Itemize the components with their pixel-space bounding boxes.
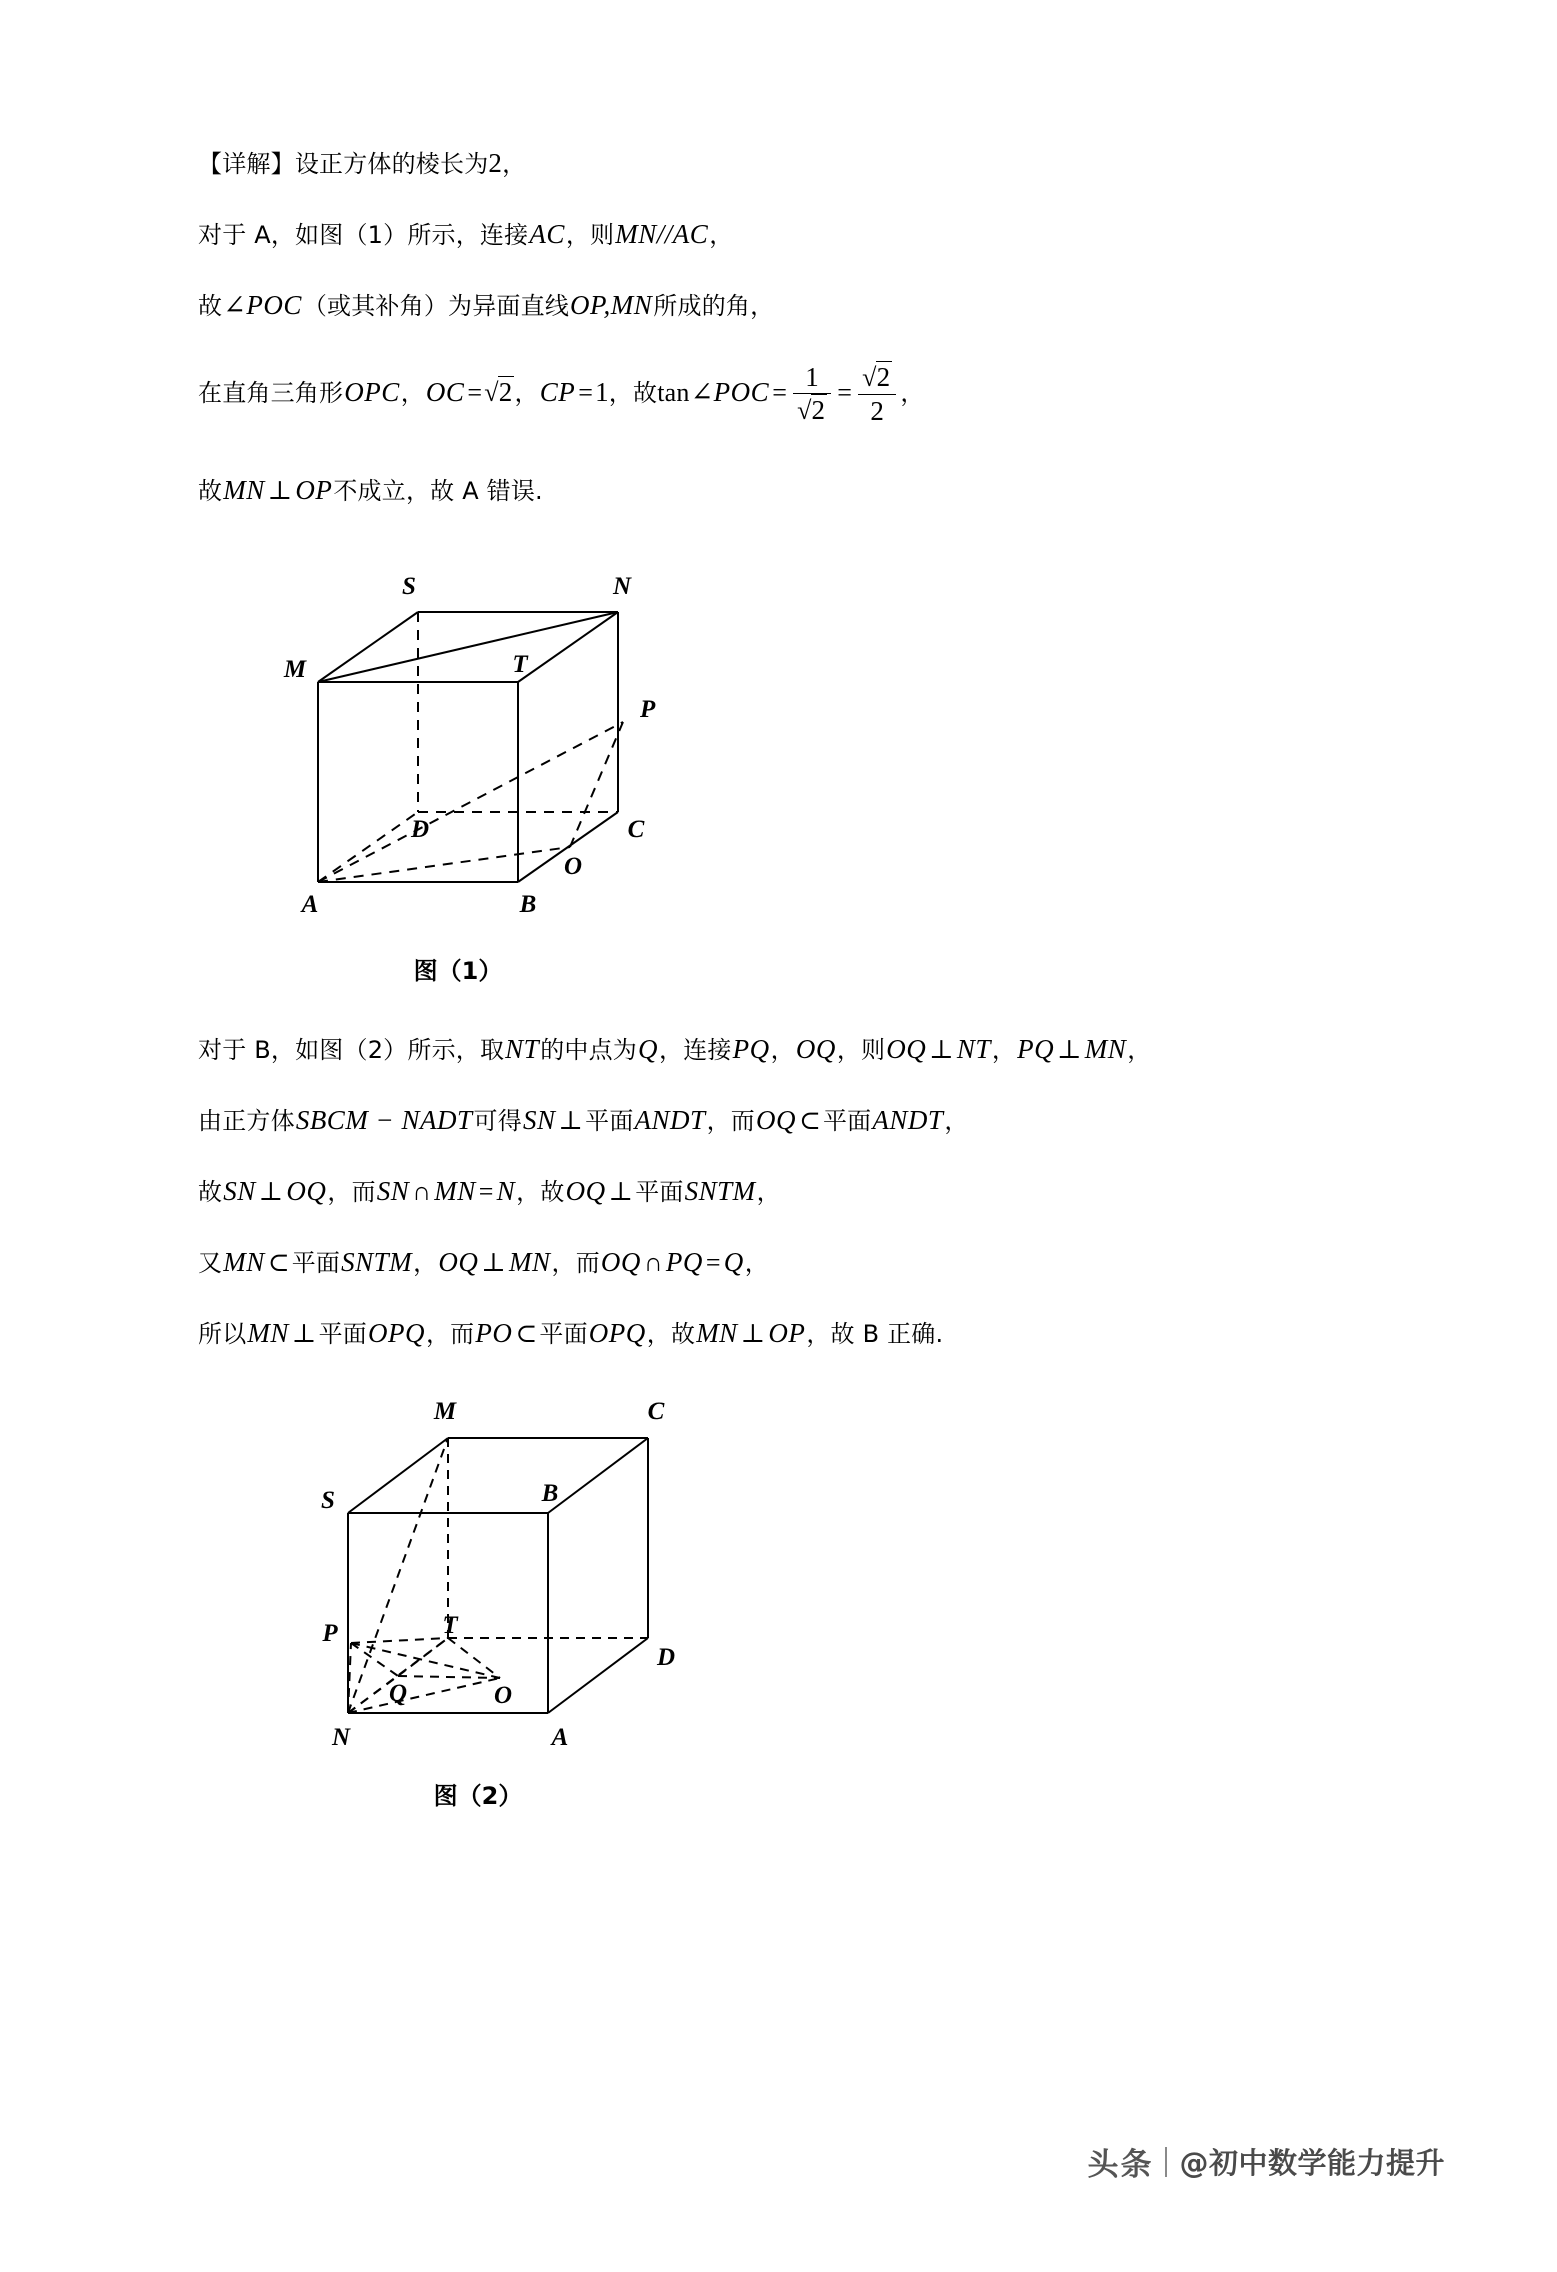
solution-line-1: [198, 150, 1378, 177]
solution-line-9: [198, 1249, 1378, 1276]
line7-b: 可得: [473, 1107, 522, 1136]
edge-T-N: [518, 612, 618, 682]
figure2-label-D: D: [656, 1644, 676, 1672]
line10-e: ，故: [646, 1320, 696, 1349]
line7-plane-andt: ANDT: [634, 1105, 706, 1136]
line6-nt: NT: [505, 1034, 540, 1065]
line4-d: ，故: [608, 378, 658, 407]
frac1-denominator-radicand: 2: [811, 395, 826, 426]
line6-f: ，: [991, 1036, 1017, 1065]
line3-math-opmn: OP,MN: [570, 290, 653, 320]
line9-mn: MN: [223, 1247, 265, 1278]
line9-equals: =: [705, 1248, 721, 1278]
figure2-label-M: M: [433, 1398, 457, 1426]
line-T-O-dashed: [448, 1638, 500, 1678]
line6-c: ，连接: [659, 1036, 732, 1065]
edge-S-M: [348, 1438, 448, 1513]
line7-sn: SN: [522, 1105, 556, 1136]
figure1-label-B: B: [519, 891, 537, 919]
line10-plane-opq-2: OPQ: [588, 1318, 646, 1349]
figure1-label-A: A: [301, 891, 319, 919]
line3-b: （或其补角）为异面直线: [302, 292, 570, 320]
figure2-label-A: A: [551, 1724, 569, 1752]
solution-line-3: [198, 292, 1378, 319]
line7-cube-name: SBCM − NADT: [295, 1105, 473, 1136]
solution-body: [198, 150, 1378, 1811]
line10-a: 所以: [198, 1320, 247, 1349]
line9-intersect-icon: ∩: [643, 1248, 663, 1278]
line4-equals-1: =: [467, 377, 483, 407]
line10-c: ，而: [425, 1320, 475, 1349]
line4-equals-4: =: [837, 377, 853, 407]
figure1-label-S: S: [402, 573, 416, 601]
solution-line-7: [198, 1107, 1378, 1134]
line7-perp-icon: ⊥: [558, 1106, 584, 1136]
edge-M-N-diagonal: [318, 612, 618, 682]
line9-subset-icon: ⊂: [267, 1248, 290, 1278]
line4-equals-3: =: [772, 377, 788, 407]
line6-perp-icon-2: ⊥: [1057, 1035, 1082, 1065]
figure1-label-M: M: [283, 656, 307, 684]
line-P-T-dashed: [351, 1638, 448, 1643]
fraction-sqrt2-over-2: [858, 362, 896, 426]
line1-head: 设正方体的棱长为: [294, 150, 489, 178]
solution-line-2: [198, 221, 1378, 248]
line4-e: ，: [900, 378, 925, 407]
frac1-numerator: 1: [805, 362, 819, 392]
figure1-label-D: D: [410, 816, 430, 844]
watermark: [1087, 2139, 1445, 2184]
watermark-logo: 头条: [1087, 2147, 1154, 2183]
line-N-M-dashed: [348, 1438, 448, 1713]
line10-plane-opq: OPQ: [367, 1318, 425, 1349]
figure1-label-C: C: [627, 816, 645, 844]
line5-mn: MN: [223, 475, 265, 506]
fraction-one-over-sqrt2: [793, 362, 831, 426]
line8-plane-sntm: SNTM: [684, 1176, 756, 1207]
line6-g: ，: [1127, 1036, 1152, 1065]
line4-one: 1: [595, 376, 609, 407]
figure2-label-P: P: [322, 1620, 338, 1648]
solution-line-5: [198, 477, 1378, 504]
line6-nt2: NT: [956, 1034, 991, 1065]
figure2-label-B: B: [541, 1480, 559, 1508]
detail-tag: 【详解】: [198, 150, 295, 178]
line7-d: ，而: [706, 1107, 755, 1136]
line7-plane-andt-2: ANDT: [872, 1105, 944, 1136]
line8-intersect-icon: ∩: [412, 1177, 432, 1207]
line1-tail: ，: [502, 150, 527, 178]
line10-perp-icon-2: ⊥: [740, 1319, 766, 1349]
figure-2-container: [238, 1393, 1378, 1811]
figure1-label-O: O: [563, 853, 583, 881]
line5-op: OP: [295, 475, 333, 506]
line10-subset-icon: ⊂: [515, 1319, 538, 1349]
solution-line-10: [198, 1320, 1378, 1347]
line-Q-O-dashed: [398, 1676, 500, 1678]
line9-d: ，而: [551, 1249, 600, 1278]
line6-d: ，: [770, 1036, 795, 1065]
line6-oq2: OQ: [886, 1034, 927, 1065]
line5-b: 不成立，故 A 错误.: [333, 477, 543, 506]
line4-cp: CP: [539, 376, 576, 407]
line-N-O-dashed: [348, 1678, 500, 1713]
line9-c: ，: [413, 1249, 438, 1278]
line2-c: ，: [709, 221, 734, 249]
line2-a: 对于 A，如图（1）所示，连接: [198, 221, 529, 249]
line8-perp-icon-2: ⊥: [608, 1177, 634, 1207]
frac2-numerator-radicand: 2: [876, 362, 891, 392]
line9-perp-icon: ⊥: [481, 1248, 506, 1278]
line6-perp-icon-1: ⊥: [929, 1035, 954, 1065]
line4-c: ，: [514, 378, 539, 407]
edge-A-D-hidden: [318, 812, 418, 882]
line3-angle-poc: ∠POC: [223, 290, 302, 320]
figure-2-cube-svg: [238, 1393, 878, 1793]
line8-oq: OQ: [286, 1176, 327, 1207]
figure2-label-Q: Q: [388, 1680, 408, 1708]
line4-angle-poc: ∠POC: [690, 376, 770, 407]
watermark-text: @初中数学能力提升: [1179, 2146, 1445, 2180]
line6-mn: MN: [1084, 1034, 1127, 1065]
edge-A-D: [548, 1638, 648, 1713]
frac2-numerator-sqrt: √2: [862, 362, 891, 392]
line8-sn: SN: [223, 1176, 256, 1207]
line9-pq: PQ: [665, 1247, 703, 1278]
line4-sqrt2-radicand: 2: [498, 376, 513, 407]
line10-f: ，故 B 正确.: [806, 1320, 944, 1349]
line6-pq2: PQ: [1017, 1034, 1055, 1065]
line5-perp-icon: ⊥: [267, 476, 293, 506]
line6-q: Q: [638, 1034, 659, 1065]
line10-mn: MN: [247, 1318, 289, 1349]
line8-perp-icon-1: ⊥: [258, 1177, 284, 1207]
line4-equals-2: =: [578, 377, 594, 407]
line9-mn2: MN: [509, 1247, 551, 1278]
line8-equals: =: [478, 1177, 494, 1207]
line4-tan: tan: [657, 377, 690, 407]
line7-e: 平面: [822, 1107, 872, 1136]
line4-a: 在直角三角形: [198, 378, 344, 407]
line9-oq2: OQ: [600, 1247, 641, 1278]
line4-sqrt2: √2: [484, 376, 513, 407]
line8-a: 故: [198, 1178, 223, 1207]
line8-mn: MN: [434, 1176, 476, 1207]
line9-oq: OQ: [438, 1247, 479, 1278]
line5-a: 故: [198, 477, 223, 506]
line10-perp-icon-1: ⊥: [291, 1319, 317, 1349]
line1-number: 2: [488, 148, 503, 178]
line6-oq: OQ: [795, 1034, 836, 1065]
figure-2-caption: 图（2）: [433, 1782, 523, 1811]
figure-1-container: [198, 562, 1378, 986]
line9-e: ，: [744, 1249, 769, 1278]
line2-math-mnac: MN//AC: [615, 219, 709, 249]
line8-n: N: [496, 1176, 516, 1207]
line9-b: 平面: [291, 1249, 341, 1278]
line3-c: 所成的角，: [653, 292, 775, 320]
line10-mn2: MN: [696, 1318, 738, 1349]
frac2-denominator: 2: [858, 394, 896, 426]
line3-a: 故: [198, 292, 223, 320]
line7-c: 平面: [585, 1107, 634, 1136]
edge-C-B: [548, 1438, 648, 1513]
line7-f: ，: [944, 1107, 969, 1136]
line6-pq: PQ: [732, 1034, 770, 1065]
line10-d: 平面: [539, 1320, 588, 1349]
line-A-O-dashed: [318, 847, 570, 882]
line8-d: 平面: [635, 1178, 684, 1207]
line8-e: ，: [756, 1178, 781, 1207]
solution-line-4: [198, 363, 1378, 427]
line7-a: 由正方体: [198, 1107, 295, 1136]
figure1-label-T: T: [512, 651, 528, 679]
line4-oc: OC: [425, 376, 465, 407]
line4-triangle-opc: OPC: [344, 376, 400, 407]
line7-oq: OQ: [755, 1105, 796, 1136]
line9-a: 又: [198, 1249, 223, 1278]
watermark-divider: [1165, 2147, 1167, 2177]
line8-b: ，而: [327, 1178, 376, 1207]
line6-b: 的中点为: [540, 1036, 638, 1065]
line9-q: Q: [723, 1247, 744, 1278]
line6-a: 对于 B，如图（2）所示，取: [198, 1036, 505, 1065]
figure-1-caption: 图（1）: [413, 957, 503, 986]
figure-1-cube-svg: [198, 562, 838, 962]
line6-e: ，则: [836, 1036, 886, 1065]
figure1-label-P: P: [640, 696, 656, 724]
line8-oq2: OQ: [565, 1176, 606, 1207]
line4-b: ，: [400, 378, 425, 407]
figure1-label-N: N: [612, 573, 632, 601]
figure2-label-N: N: [331, 1724, 351, 1752]
frac1-denominator-sqrt: √2: [797, 395, 826, 426]
figure2-label-C: C: [647, 1398, 665, 1426]
line8-sn2: SN: [376, 1176, 410, 1207]
figure2-label-S: S: [321, 1487, 335, 1515]
solution-line-8: [198, 1178, 1378, 1205]
line7-subset-icon: ⊂: [798, 1106, 821, 1136]
line2-b: ，则: [565, 221, 615, 249]
figure2-label-T: T: [442, 1612, 458, 1640]
line10-b: 平面: [318, 1320, 367, 1349]
line2-math-ac: AC: [529, 219, 565, 249]
figure2-label-O: O: [493, 1682, 513, 1710]
line10-po: PO: [475, 1318, 513, 1349]
solution-line-6: [198, 1036, 1378, 1063]
line8-c: ，故: [516, 1178, 565, 1207]
edge-M-S: [318, 612, 418, 682]
line9-plane-sntm: SNTM: [341, 1247, 413, 1278]
line10-op: OP: [768, 1318, 806, 1349]
